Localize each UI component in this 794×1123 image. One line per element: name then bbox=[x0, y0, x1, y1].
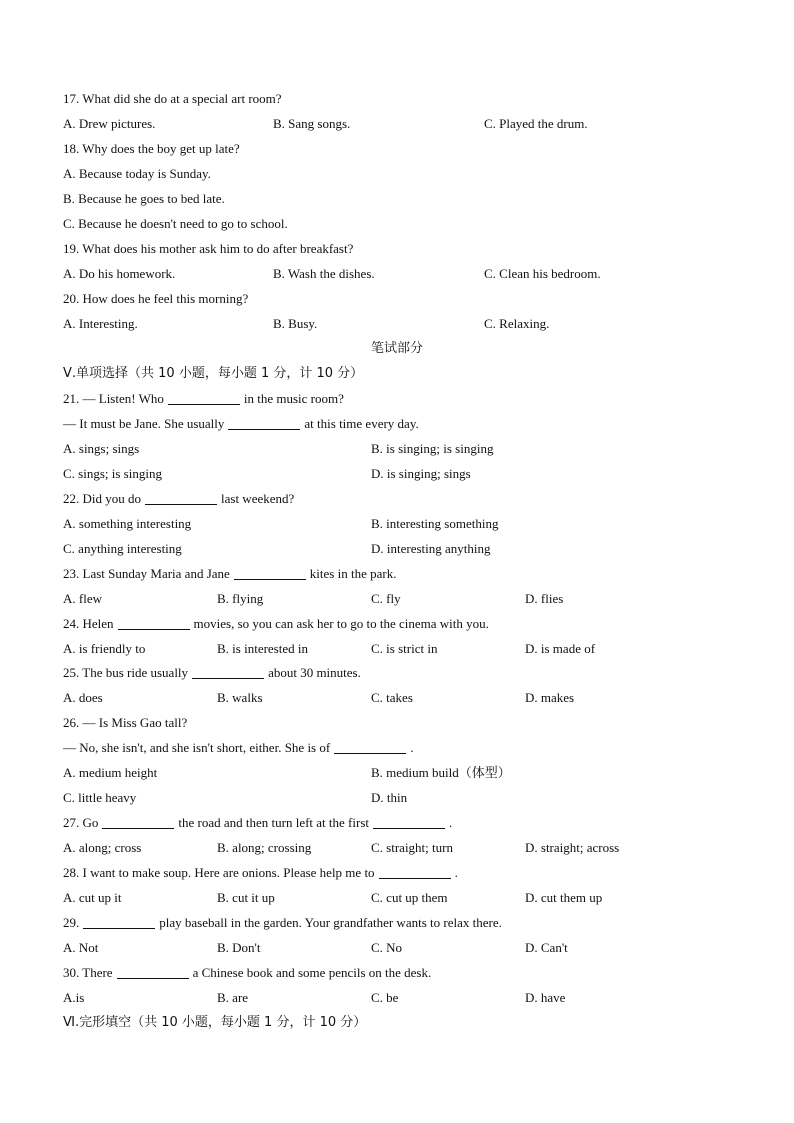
answer-blank bbox=[334, 740, 406, 754]
q30-option-a: A.is bbox=[63, 990, 85, 1005]
q23-option-d: D. flies bbox=[525, 591, 564, 606]
q29-option-d: D. Can't bbox=[525, 940, 568, 955]
q21-stem-start: 21. — Listen! Who bbox=[63, 391, 164, 406]
q24-option-a: A. is friendly to bbox=[63, 641, 146, 656]
q29-option-b: B. Don't bbox=[217, 940, 261, 955]
q21-line2-start: — It must be Jane. She usually bbox=[63, 416, 225, 431]
q20-option-c: C. Relaxing. bbox=[484, 316, 550, 331]
q27-option-d: D. straight; across bbox=[525, 840, 620, 855]
q27-stem-middle: the road and then turn left at the first bbox=[178, 815, 369, 830]
q21-option-d: D. is singing; sings bbox=[371, 466, 471, 481]
answer-blank bbox=[145, 491, 217, 505]
q22-option-a: A. something interesting bbox=[63, 516, 192, 531]
question-19-stem: 19. What does his mother ask him to do after breakfast? bbox=[63, 241, 354, 256]
q28-stem-start: 28. I want to make soup. Here are onions. Please help me to bbox=[63, 865, 375, 880]
q20-option-b: B. Busy. bbox=[273, 316, 318, 331]
q28-option-b: B. cut it up bbox=[217, 890, 275, 905]
q23-stem-start: 23. Last Sunday Maria and Jane bbox=[63, 566, 230, 581]
question-26-stem: 26. — Is Miss Gao tall? bbox=[63, 715, 188, 730]
question-27-stem bbox=[63, 813, 452, 833]
q21-option-c: C. sings; is singing bbox=[63, 466, 162, 481]
q26-option-b: B. medium build（体型） bbox=[371, 765, 511, 780]
q30-stem-start: 30. There bbox=[63, 965, 113, 980]
q21-option-b: B. is singing; is singing bbox=[371, 441, 494, 456]
q27-option-a: A. along; cross bbox=[63, 840, 142, 855]
q29-option-c: C. No bbox=[371, 940, 403, 955]
question-28-stem bbox=[63, 863, 458, 883]
q24-option-d: D. is made of bbox=[525, 641, 596, 656]
question-21-line2 bbox=[63, 414, 419, 434]
q26-option-a: A. medium height bbox=[63, 765, 158, 780]
answer-blank bbox=[102, 815, 174, 829]
question-30-stem bbox=[63, 963, 431, 983]
question-22-stem bbox=[63, 489, 294, 509]
question-17-stem: 17. What did she do at a special art room? bbox=[63, 91, 282, 106]
q25-option-a: A. does bbox=[63, 690, 103, 705]
q25-stem-start: 25. The bus ride usually bbox=[63, 665, 189, 680]
question-25-stem bbox=[63, 663, 361, 683]
q22-option-b: B. interesting something bbox=[371, 516, 499, 531]
answer-blank bbox=[192, 665, 264, 679]
q21-line2-end: at this time every day. bbox=[304, 416, 419, 431]
section-5-title: Ⅴ.单项选择（共 10 小题，每小题 1 分，计 10 分） bbox=[63, 366, 364, 381]
q27-option-b: B. along; crossing bbox=[217, 840, 312, 855]
q25-option-b: B. walks bbox=[217, 690, 263, 705]
answer-blank bbox=[168, 391, 240, 405]
q25-option-d: D. makes bbox=[525, 690, 575, 705]
q23-option-b: B. flying bbox=[217, 591, 264, 606]
answer-blank bbox=[228, 416, 300, 430]
q30-option-d: D. have bbox=[525, 990, 566, 1005]
question-21-stem bbox=[63, 389, 344, 409]
q30-option-b: B. are bbox=[217, 990, 249, 1005]
q20-option-a: A. Interesting. bbox=[63, 316, 138, 331]
question-24-stem bbox=[63, 614, 489, 634]
q29-stem-start: 29. bbox=[63, 915, 80, 930]
q17-option-c: C. Played the drum. bbox=[484, 116, 588, 131]
q27-stem-start: 27. Go bbox=[63, 815, 99, 830]
q28-option-d: D. cut them up bbox=[525, 890, 603, 905]
q26-line2-end: . bbox=[410, 740, 414, 755]
q22-stem-end: last weekend? bbox=[221, 491, 295, 506]
q19-option-c: C. Clean his bedroom. bbox=[484, 266, 601, 281]
q24-option-c: C. is strict in bbox=[371, 641, 438, 656]
q24-option-b: B. is interested in bbox=[217, 641, 308, 656]
q18-option-b: B. Because he goes to bed late. bbox=[63, 191, 225, 206]
q18-option-a: A. Because today is Sunday. bbox=[63, 166, 211, 181]
q23-option-c: C. fly bbox=[371, 591, 401, 606]
section-6-title: Ⅵ.完形填空（共 10 小题，每小题 1 分，计 10 分） bbox=[63, 1015, 367, 1030]
q29-option-a: A. Not bbox=[63, 940, 99, 955]
q22-option-c: C. anything interesting bbox=[63, 541, 182, 556]
q27-option-c: C. straight; turn bbox=[371, 840, 453, 855]
q26-option-d: D. thin bbox=[371, 790, 408, 805]
q28-option-c: C. cut up them bbox=[371, 890, 448, 905]
q27-stem-end: . bbox=[449, 815, 453, 830]
answer-blank bbox=[373, 815, 445, 829]
q25-stem-end: about 30 minutes. bbox=[268, 665, 361, 680]
answer-blank bbox=[234, 566, 306, 580]
q22-option-d: D. interesting anything bbox=[371, 541, 491, 556]
question-26-line2 bbox=[63, 738, 413, 758]
q21-option-a: A. sings; sings bbox=[63, 441, 140, 456]
q26-option-c: C. little heavy bbox=[63, 790, 137, 805]
q18-option-c: C. Because he doesn't need to go to school. bbox=[63, 216, 288, 231]
answer-blank bbox=[83, 915, 155, 929]
q30-stem-end: a Chinese book and some pencils on the desk. bbox=[192, 965, 432, 980]
q24-stem-start: 24. Helen bbox=[63, 616, 114, 631]
q24-stem-end: movies, so you can ask her to go to the cinema with you. bbox=[193, 616, 489, 631]
question-20-stem: 20. How does he feel this morning? bbox=[63, 291, 249, 306]
question-23-stem bbox=[63, 564, 396, 584]
q26-line2-start: — No, she isn't, and she isn't short, either. She is of bbox=[63, 740, 331, 755]
q23-option-a: A. flew bbox=[63, 591, 102, 606]
question-29-stem bbox=[63, 913, 502, 933]
answer-blank bbox=[117, 965, 189, 979]
answer-blank bbox=[118, 616, 190, 630]
q17-option-a: A. Drew pictures. bbox=[63, 116, 156, 131]
q29-stem-end: play baseball in the garden. Your grandfather wants to relax there. bbox=[159, 915, 502, 930]
q19-option-a: A. Do his homework. bbox=[63, 266, 176, 281]
q30-option-c: C. be bbox=[371, 990, 399, 1005]
q25-option-c: C. takes bbox=[371, 690, 413, 705]
q28-option-a: A. cut up it bbox=[63, 890, 122, 905]
q28-stem-end: . bbox=[454, 865, 458, 880]
q19-option-b: B. Wash the dishes. bbox=[273, 266, 375, 281]
q22-stem-start: 22. Did you do bbox=[63, 491, 141, 506]
q21-stem-end: in the music room? bbox=[243, 391, 344, 406]
question-18-stem: 18. Why does the boy get up late? bbox=[63, 141, 240, 156]
q23-stem-end: kites in the park. bbox=[309, 566, 397, 581]
q17-option-b: B. Sang songs. bbox=[273, 116, 351, 131]
answer-blank bbox=[379, 865, 451, 879]
written-part-heading: 笔试部分 bbox=[370, 341, 423, 356]
